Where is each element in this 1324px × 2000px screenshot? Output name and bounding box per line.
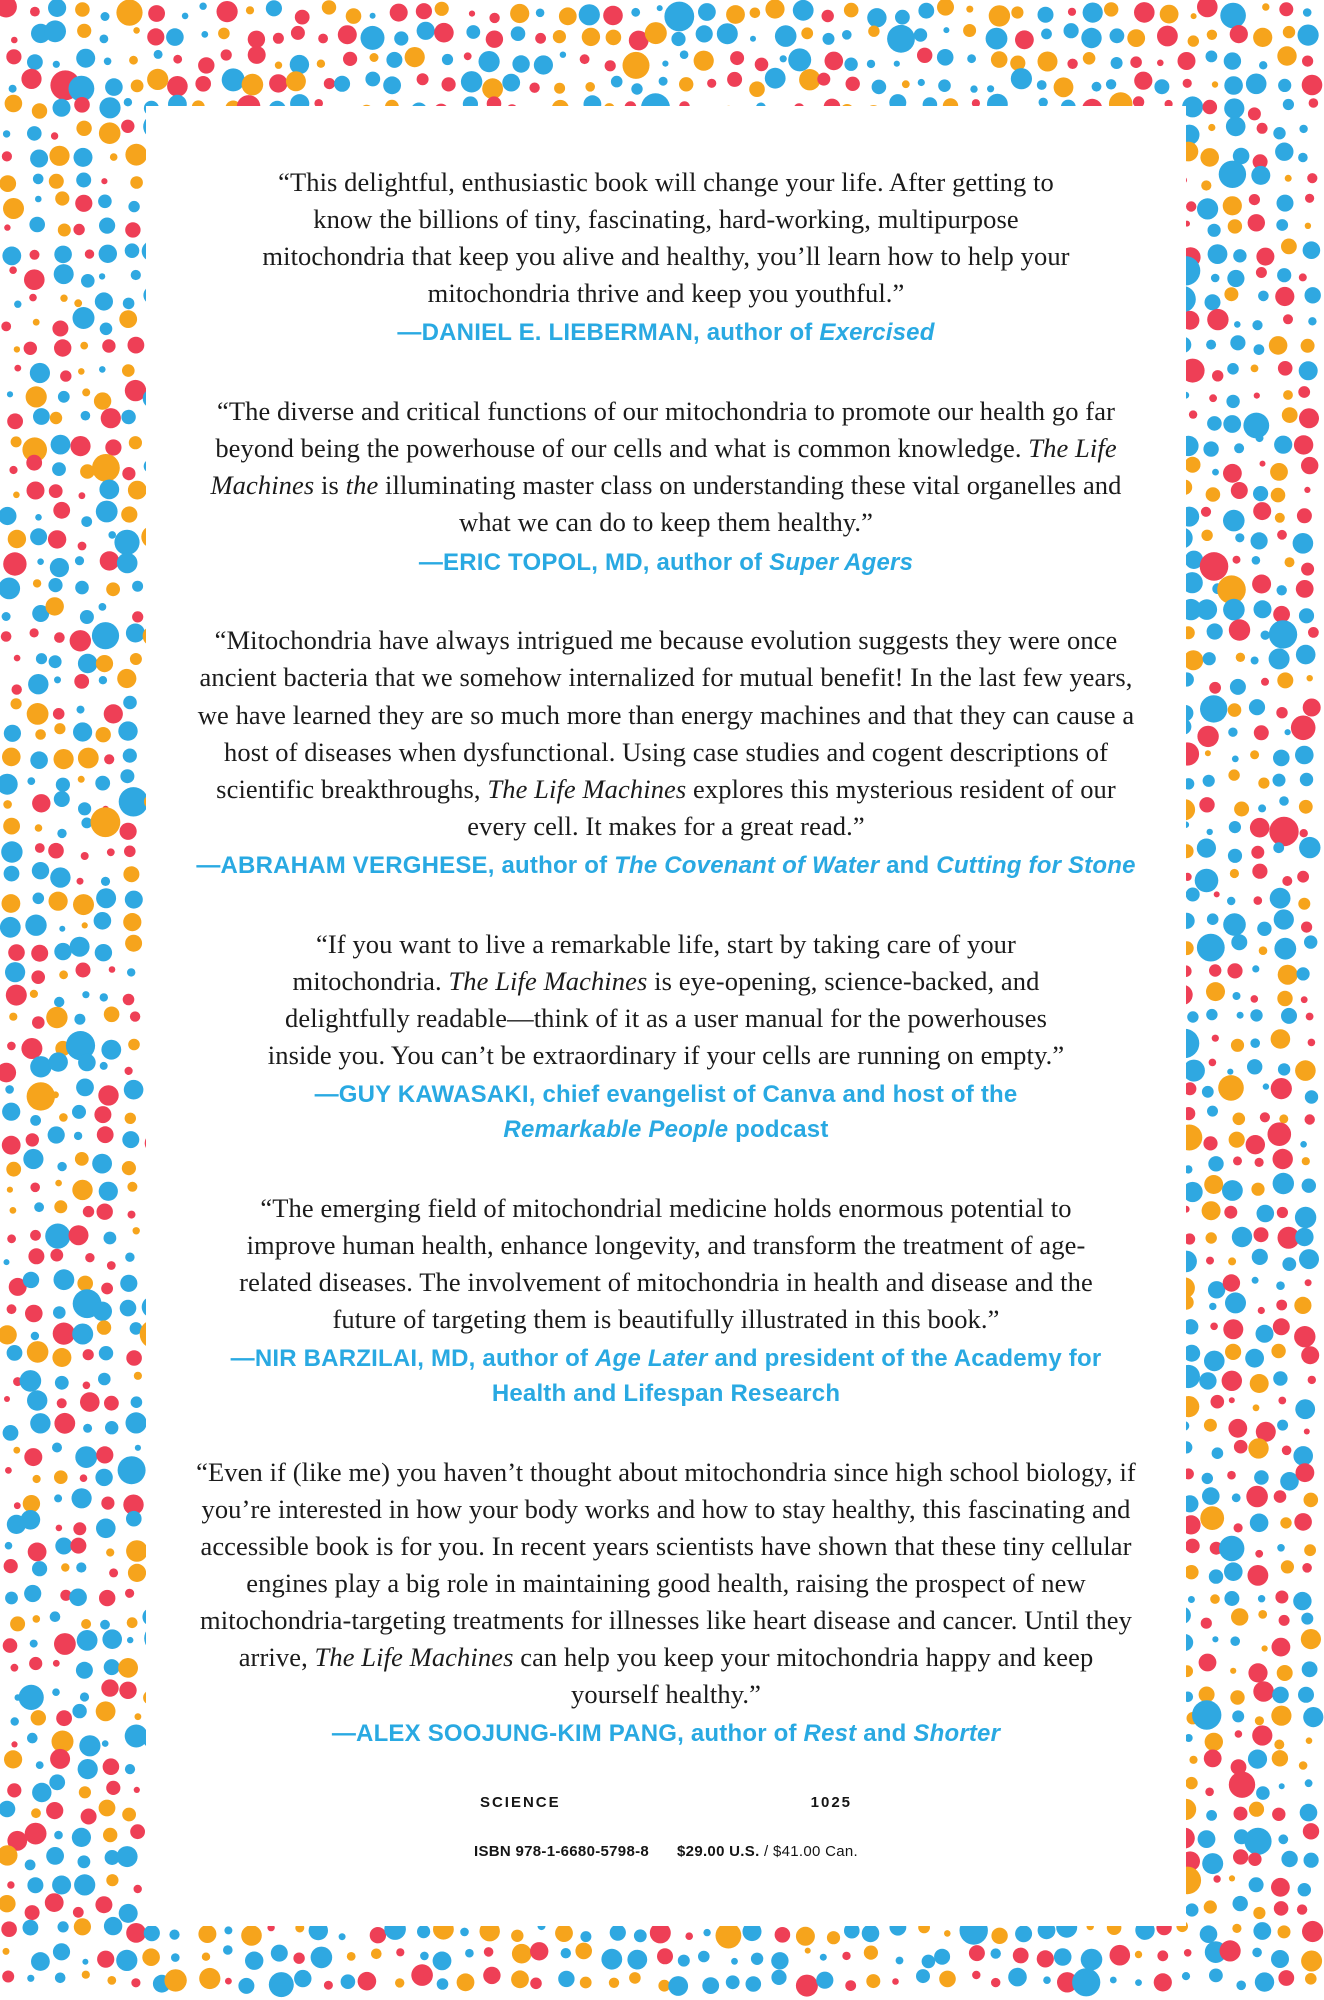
quote-attribution: —DANIEL E. LIEBERMAN, author of Exercised — [397, 319, 935, 347]
endorsement-quote — [186, 622, 1146, 883]
quote-text: “This delightful, enthusiastic book will change your life. After getting to know the billions of tiny, fascinating, hard-working, multipurpose mitochondria that keep you alive and healthy, you’ll learn how to help your mitochondria thrive and keep you youthful.” — [262, 167, 1070, 309]
endorsement-quote — [224, 1190, 1109, 1412]
endorsement-quote — [194, 1454, 1139, 1752]
price-label — [677, 1843, 858, 1860]
endorsement-quote — [251, 164, 1081, 351]
price-us: $29.00 U.S. — [677, 1843, 760, 1861]
quote-attribution: —GUY KAWASAKI, chief evangelist of Canva and host of the Remarkable People podcast — [314, 1081, 1018, 1143]
endorsement-quote — [186, 393, 1146, 580]
quote-attribution: —ALEX SOOJUNG-KIM PANG, author of Rest and Shorter — [331, 1720, 1001, 1748]
quote-text: “Even if (like me) you haven’t thought about mitochondria since high school biology, if you’re interested in how your body works and how to stay healthy, this fascinating and accessible book is for you. In recent years scientists have shown that these tiny cellular engines play a big role in maintaining good health, raising the prospect of new mitochondria-targeting treatments for illnesses like heart disease and cancer. Until they arrive, The Life Machines can help you keep your mitochondria happy and keep yourself healthy.” — [196, 1456, 1136, 1710]
footer-isbn-price — [186, 1843, 1146, 1860]
quote-text: “Mitochondria have always intrigued me because evolution suggests they were once ancient bacteria that we somehow internalized for mutual benefit! In the last few years, we have learned they are so much more than energy machines and that they can cause a host of diseases when dysfunctional. Using case studies and cogent descriptions of scientific breakthroughs, The Life Machines explores this mysterious resident of our every cell. It makes for a great read.” — [197, 625, 1135, 841]
endorsement-quote — [254, 926, 1079, 1148]
footer — [186, 1794, 1146, 1860]
category-label: SCIENCE — [479, 1794, 561, 1812]
quote-attribution: —ERIC TOPOL, MD, author of Super Agers — [418, 548, 914, 576]
quote-text: “If you want to live a remarkable life, start by taking care of your mitochondria. The Life Machines is eye-opening, science-backed, and delightfully readable—think of it as a user manual for the powerhouses inside you. You can’t be extraordinary if your cells are running on empty.” — [267, 928, 1065, 1070]
quote-text: “The diverse and critical functions of our mitochondria to promote our health go far beyond being the powerhouse of our cells and what is common knowledge. The Life Machines is the illuminating master class on understanding these vital organelles and what we can do to keep them healthy.” — [210, 396, 1122, 538]
quote-attribution: —ABRAHAM VERGHESE, author of The Covenant of Water and Cutting for Stone — [196, 851, 1136, 879]
code-label: 1025 — [810, 1794, 853, 1812]
back-cover-panel — [146, 106, 1186, 1926]
quote-attribution: —NIR BARZILAI, MD, author of Age Later and president of the Academy for Health and Lifespan Research — [230, 1345, 1102, 1407]
quote-text: “The emerging field of mitochondrial medicine holds enormous potential to improve human health, enhance longevity, and transform the treatment of age-related diseases. The involvement of mitochondria in health and disease and the future of targeting them is beautifully illustrated in this book.” — [239, 1192, 1093, 1334]
price-can: / $41.00 Can. — [759, 1843, 858, 1861]
isbn-label: ISBN 978-1-6680-5798-8 — [473, 1843, 650, 1861]
footer-meta — [186, 1794, 1146, 1811]
